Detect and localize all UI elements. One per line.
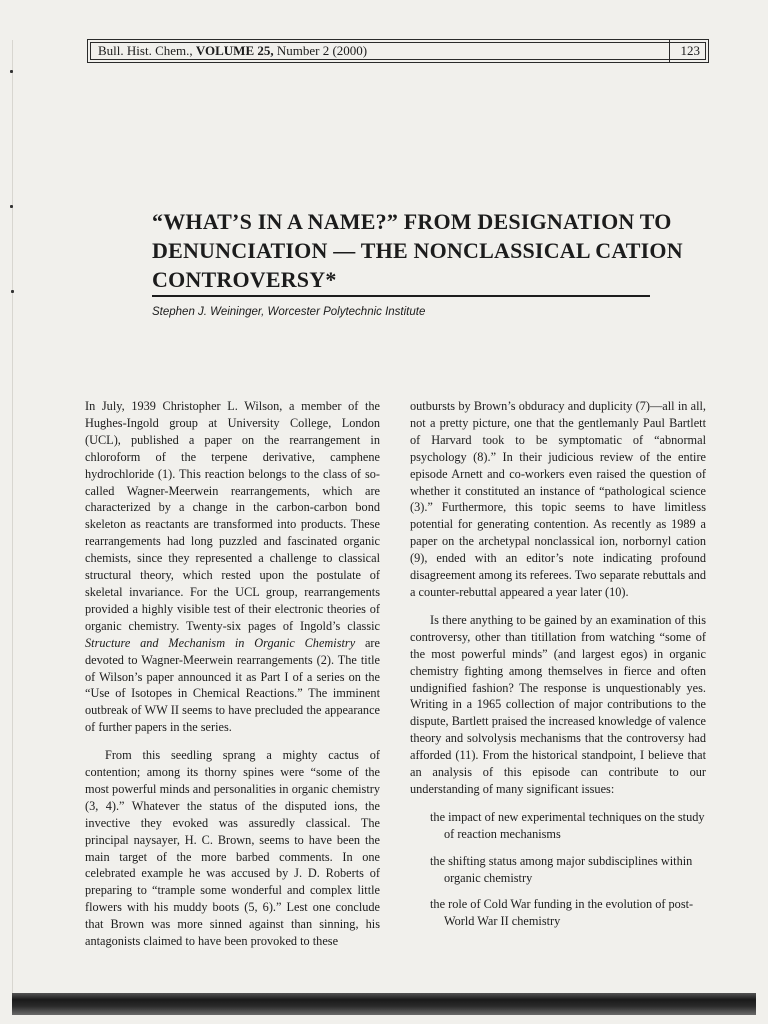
running-header — [87, 39, 709, 63]
paragraph: outbursts by Brown’s obduracy and duplicity (7)—all in all, not a pretty picture, one that the gentlemanly Paul Bartlett of Harvard took to be symptomatic of “abnormal psychology (8).” In their judicious review of the entire episode Arnett and co-workers even raised the question of whether it constituted an instance of “pathological science (3).” Furthermore, this topic seems to have limitless potential for generating contention. As recently as 1989 a paper on the archetypal nonclassical ion, norbornyl cation (9), ended with an editor’s note indicating profound disagreement among its referees. Two separate rebuttals and a counter-rebuttal appeared a year later (10). — [410, 399, 706, 599]
page-number: 123 — [680, 43, 700, 58]
book-title: Structure and Mechanism in Organic Chemistry — [85, 635, 356, 650]
paragraph — [85, 398, 380, 736]
scan-bottom-edge — [12, 993, 756, 1015]
right-column — [410, 398, 706, 940]
paragraph-text: are devoted to Wagner-Meerwein rearrangements (2). The title of Wilson’s paper announced it as Part I of a series on the “Use of Isotopes in Chemical Reactions.” The imminent outbreak of WW II seems to have precluded the appearance of further papers in the series. — [85, 635, 380, 735]
scan-speck — [10, 205, 13, 208]
title-underline — [152, 295, 650, 297]
author-byline: Stephen J. Weininger, Worcester Polytechnic Institute — [152, 306, 426, 318]
header-divider — [669, 40, 670, 62]
scan-speck — [10, 70, 13, 73]
issue-number: Number 2 (2000) — [276, 43, 368, 58]
paragraph-text: In July, 1939 Christopher L. Wilson, a member of the Hughes-Ingold group at University College, London (UCL), published a paper on the rearrangement in chloroform of the terpene derivative, camphene hydrochloride (1). This reaction belongs to the class of so-called Wagner-Meerwein rearrangements, which are characterized by a change in the carbon-carbon bond skeleton as reactants are transformed into products. These rearrangements had long puzzled and fascinated organic chemists, since they represented a challenge to classical structural theory, which rested upon the postulate of skeletal invariance. For the UCL group, rearrangements provided a highly visible test of their electronic theories of organic chemistry. Twenty-six pages of Ingold’s classic — [85, 399, 380, 633]
paragraph: From this seedling sprang a mighty cactus of contention; among its thorny spines were “some of the most powerful minds and personalities in organic chemistry (3, 4).” Whatever the status of the disputed ions, the invective they evoked was assuredly classical. The principal naysayer, H. C. Brown, seems to have been the main target of the more barbed comments. In one celebrated example he was accused by J. D. Roberts of preparing to “trample some wonderful and complex little flowers with his muddy boots (5, 6).” Lest one conclude that Brown was more sinned against than sinning, his antagonists claimed to have been provoked to these — [85, 748, 380, 949]
list-item: the shifting status among major subdisciplines within organic chemistry — [430, 853, 693, 885]
left-column — [85, 398, 380, 961]
article-title: “WHAT’S IN A NAME?” FROM DESIGNATION TO DENUNCIATION — THE NONCLASSICAL CATION CONTROVERSY* — [152, 209, 683, 292]
paragraph: Is there anything to be gained by an examination of this controversy, other than titillation from watching “some of the most powerful minds” (and largest egos) in organic chemistry fighting among themselves in fierce and often undignified fashion? The response is unquestionably yes. Writing in a 1965 collection of major contributions to the dispute, Bartlett praised the increased knowledge of valence theory and solvolysis mechanisms that the controversy had afforded (11). From the historical standpoint, I believe that an analysis of this episode can contribute to our understanding of many significant issues: — [410, 612, 706, 796]
volume-label: VOLUME 25, — [195, 43, 274, 58]
journal-name: Bull. Hist. Chem., — [98, 43, 193, 58]
scan-speck — [11, 290, 14, 293]
list-item: the role of Cold War funding in the evolution of post-World War II chemistry — [430, 897, 694, 929]
issue-list — [410, 809, 706, 930]
running-header-citation — [98, 43, 367, 59]
scan-edge-line — [12, 40, 13, 1000]
list-item: the impact of new experimental techniques on the study of reaction mechanisms — [430, 809, 705, 841]
